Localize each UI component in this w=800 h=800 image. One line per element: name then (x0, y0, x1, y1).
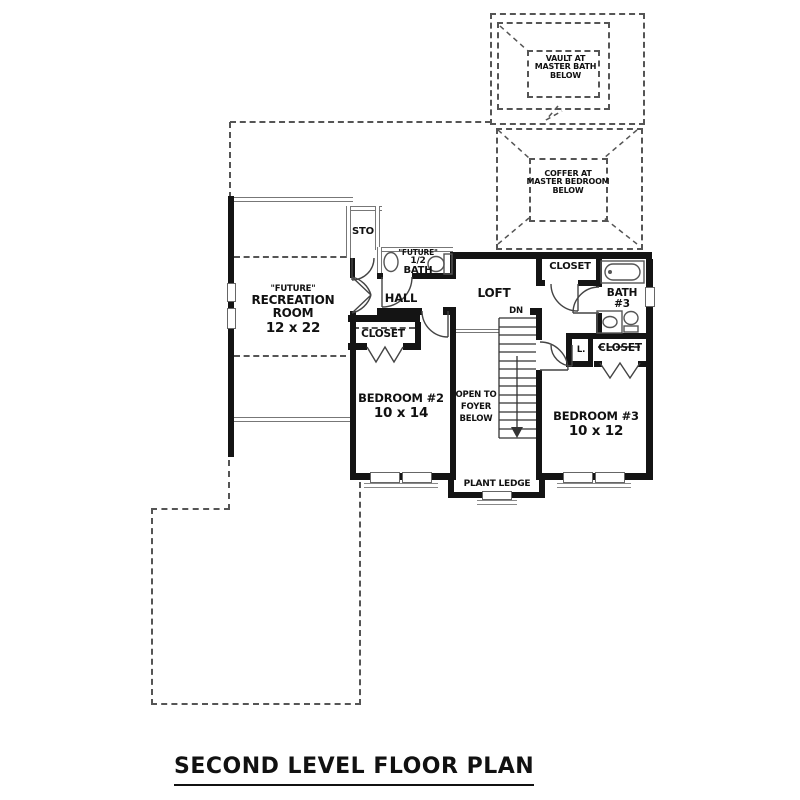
open-foyer-line: OPEN TO (455, 390, 497, 400)
page-title: SECOND LEVEL FLOOR PLAN (174, 754, 534, 786)
room-label-closet-hall: CLOSET (549, 261, 591, 272)
closet2-bifold (367, 347, 403, 362)
room-label-closet-bedroom2: CLOSET (361, 328, 405, 340)
room-label-half-bath (396, 249, 440, 277)
bath3-toilet-symbol (624, 312, 638, 333)
bedroom2-name: BEDROOM #2 (358, 391, 444, 405)
closet3-bifold (600, 363, 640, 378)
recreation-name: RECREATION (251, 292, 335, 307)
coffer-note-line: MASTER BEDROOM (526, 177, 610, 187)
coffer-note-line: COFFER AT (544, 169, 592, 178)
bath3-name: BATH (606, 287, 638, 299)
vault-note-line: VAULT AT (545, 54, 586, 63)
half-bath-name: BATH (403, 265, 433, 277)
room-label-recreation (233, 285, 353, 335)
half-bath-qualifier: "FUTURE" (398, 248, 438, 257)
rec-room-double-door (352, 277, 371, 313)
open-foyer-line: FOYER (460, 401, 492, 412)
bath3-sink-symbol (597, 311, 622, 333)
coffer-note-line: BELOW (552, 185, 584, 195)
vault-note-line: MASTER BATH (534, 62, 597, 72)
bedroom3-name: BEDROOM #3 (553, 409, 639, 423)
recreation-name: ROOM (272, 305, 314, 320)
half-bath-name: 1/2 (410, 255, 426, 266)
room-label-bath3 (600, 288, 644, 310)
room-label-loft: LOFT (477, 286, 511, 300)
stairs-direction-label: DN (509, 306, 523, 316)
recreation-dims: 12 x 22 (265, 320, 321, 337)
open-foyer-note (453, 390, 499, 426)
room-label-storage: STO (352, 226, 374, 237)
recreation-qualifier: "FUTURE" (270, 284, 316, 294)
storage-door (352, 258, 374, 280)
bathtub-symbol (601, 261, 644, 283)
bedroom2-door (422, 311, 448, 337)
bath3-name: #3 (614, 298, 630, 311)
room-label-bedroom2 (350, 392, 452, 420)
room-label-hall: HALL (384, 291, 418, 305)
stairs-down-arrow (511, 427, 523, 438)
room-label-bedroom3 (544, 410, 648, 438)
coffer-note (502, 170, 634, 195)
plant-ledge-label: PLANT LEDGE (463, 479, 531, 489)
linen-closet-label: L. (576, 345, 586, 355)
vault-note (508, 55, 623, 80)
bedroom3-dims: 10 x 12 (568, 423, 624, 440)
bedroom2-dims: 10 x 14 (373, 405, 429, 422)
open-foyer-line: BELOW (459, 413, 493, 424)
linen-closet-door (551, 345, 572, 366)
bath3-door (573, 287, 599, 313)
vault-note-line: BELOW (549, 70, 581, 80)
room-label-closet-bedroom3: CLOSET (598, 342, 642, 354)
stairs-symbol (499, 318, 536, 438)
